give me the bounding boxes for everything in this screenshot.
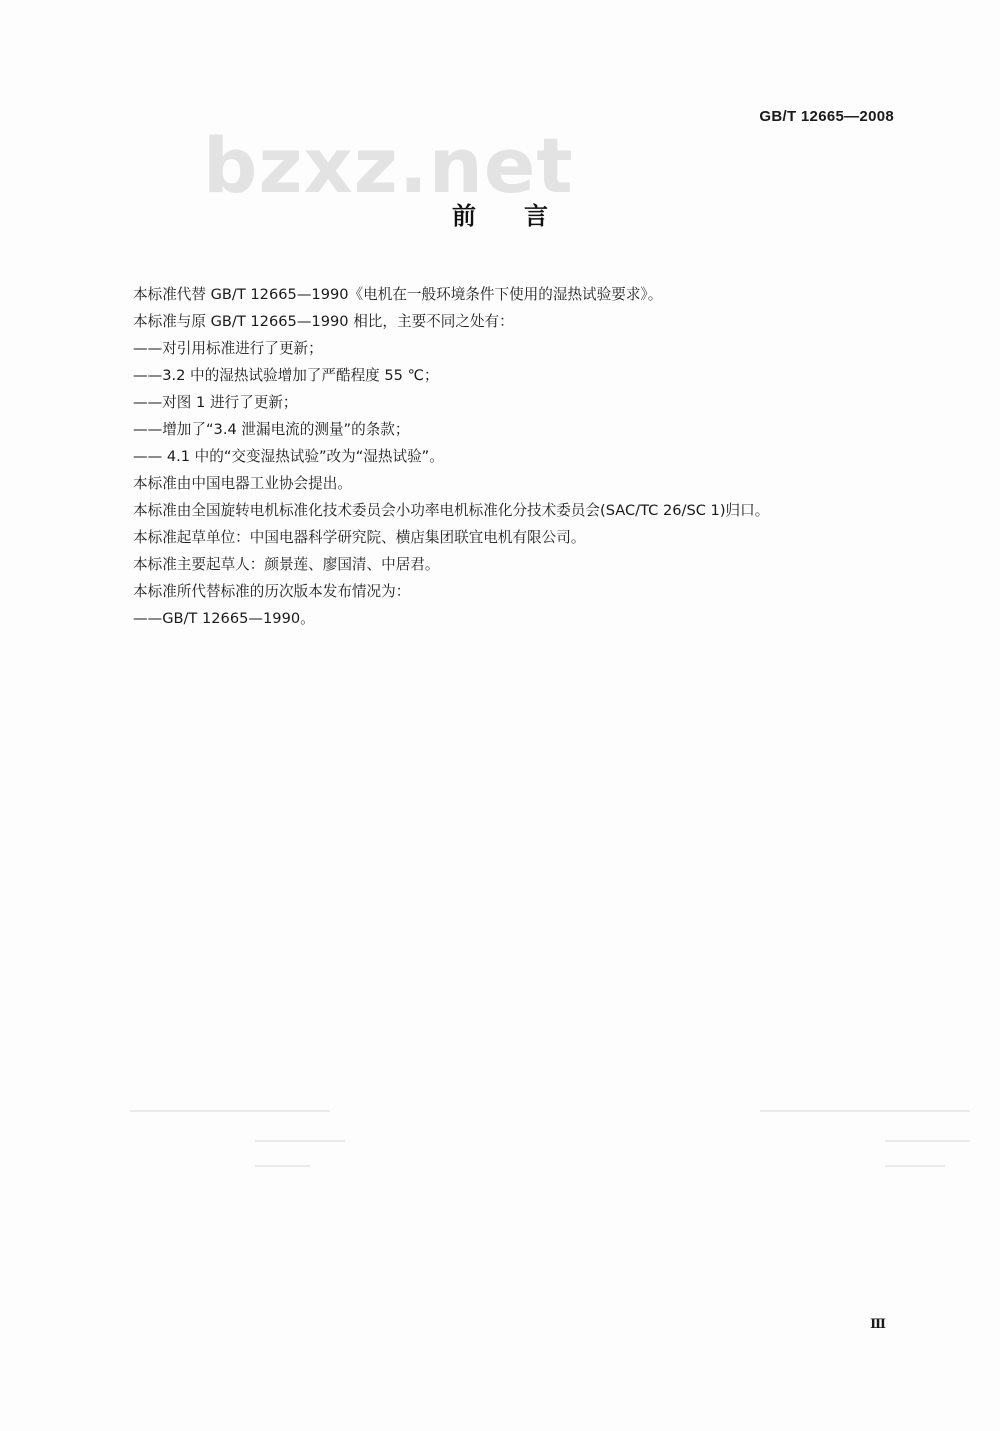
page-title: 前言 — [452, 202, 596, 230]
paragraph-drafters: 本标准主要起草人：颜景莲、廖国清、中居君。 — [133, 556, 440, 573]
list-item: ——GB/T 12665—1990。 — [133, 610, 315, 627]
list-item: ——对图 1 进行了更新； — [133, 394, 298, 411]
paragraph-differences: 本标准与原 GB/T 12665—1990 相比，主要不同之处有： — [133, 313, 514, 330]
paragraph-history: 本标准所代替标准的历次版本发布情况为： — [133, 583, 411, 600]
list-item: ——3.2 中的湿热试验增加了严酷程度 55 ℃； — [133, 367, 439, 384]
list-item: ——增加了“3.4 泄漏电流的测量”的条款； — [133, 421, 410, 438]
page-number: Ⅲ — [870, 1317, 886, 1332]
paragraph-centralized-by: 本标准由全国旋转电机标准化技术委员会小功率电机标准化分技术委员会(SAC/TC 26/SC 1)归口。 — [133, 502, 770, 519]
watermark: bzxz.net — [203, 121, 574, 210]
scan-artifact — [255, 1165, 310, 1167]
scan-artifact — [130, 1110, 330, 1112]
standard-number: GB/T 12665—2008 — [759, 108, 894, 125]
foreword-body — [98, 281, 898, 632]
list-item: ——对引用标准进行了更新； — [133, 340, 323, 357]
scan-artifact — [760, 1110, 970, 1112]
paragraph-proposed-by: 本标准由中国电器工业协会提出。 — [133, 475, 352, 492]
paragraph-drafting-units: 本标准起草单位：中国电器科学研究院、横店集团联宜电机有限公司。 — [133, 529, 586, 546]
paragraph-replaces: 本标准代替 GB/T 12665—1990《电机在一般环境条件下使用的湿热试验要求》。 — [133, 286, 663, 303]
list-item: —— 4.1 中的“交变湿热试验”改为“湿热试验”。 — [133, 448, 444, 465]
scan-artifact — [885, 1165, 945, 1167]
scan-artifact — [885, 1140, 970, 1142]
scan-artifact — [255, 1140, 345, 1142]
